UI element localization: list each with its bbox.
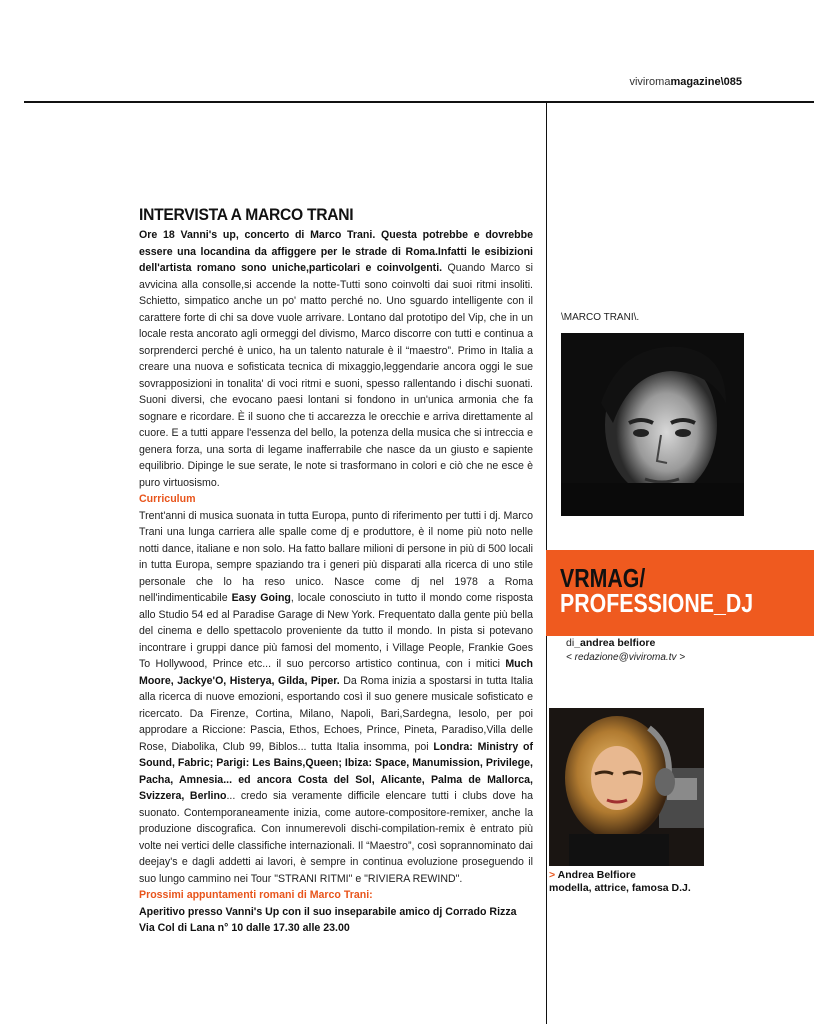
caption-name: Andrea Belfiore	[555, 869, 636, 881]
cv-text-1: Trent'anni di musica suonata in tutta Europa, punto di riferimento per tutti i dj. Marco Trani una lunga carriera alle spalle come dj e produttore, è il nome più noto nelle notti dance, italiane e non solo. Ha fatto ballare milioni di persone in più di 500 locali in tutta Europa, sempre spaziando tra i generi più disparati alla ricerca di uno stile personale che lo ha reso unico. Nasce come dj nel 1978 a Roma nell'indimenticabile	[139, 509, 533, 604]
closing-line-1: Aperitivo presso Vanni's Up con il suo inseparabile amico dj Corrado Rizza	[139, 905, 517, 918]
credit-prefix: di	[566, 637, 575, 649]
cv-bold-2: Much Moore, Jackye'O, Histerya, Gilda, Piper.	[139, 658, 533, 687]
banner-line-1: VRMAG/	[560, 563, 646, 593]
credit-name: _andrea belfiore	[574, 637, 656, 649]
cv-text-3: Da Roma inizia a spostarsi in tutta Italia alla ricerca di nuove emozioni, esportando così il suo genere musicale sofisticato e ricercato. Da Firenze, Cortina, Milano, Napoli, Bari,Sardegna, Iesolo, per poi approdare a Riccione: Pascia, Ethos, Echoes, Prince, Pineta, Paradiso,Villa delle Rose, Diabolika, Club 99, Biblos... tutta Italia insomma, poi	[139, 674, 534, 753]
page-number: \085	[720, 76, 742, 88]
cv-text-4: ... credo sia veramente difficile elencare tutti i clubs dove ha suonato. Contemporaneamente inizia, come autore-compositore-remixer, anche la produzione discografica. Con innumerevoli dischi-compilation-remix è entrato più volte nei vertici delle classifiche internazionali. Il “Maestro”, così soprannominato dai deejay's e dagli addetti ai lavori, è sempre in continua evoluzione proseguendo il suo lungo cammino nei Tour "STRANI RITMI" e "RIVIERA REWIND".	[139, 790, 533, 885]
header-rule	[24, 101, 814, 103]
lead-bold: Ore 18 Vanni's up, concerto di Marco Trani. Questa potrebbe e dovrebbe essere una locandina da affiggere per le strade di Roma.Infatti le esibizioni dell'artista romano sono uniche,particolari e coinvolgenti.	[139, 229, 533, 274]
banner-line-2: PROFESSIONE_DJ	[560, 588, 754, 618]
photo-caption: \MARCO TRANI\.	[561, 312, 640, 323]
marco-trani-photo	[561, 333, 744, 516]
credit-email: < redazione@viviroma.tv >	[566, 652, 686, 663]
caption-description: modella, attrice, famosa D.J.	[549, 882, 691, 894]
cv-bold-3: Londra: Ministry of Sound, Fabric; Parigi: Les Bains,Queen; Ibiza: Space, Manumission, Privilege, Pacha, Amnesia... ed ancora Costa del Sol, Alicante, Palma de Mallorca, Svizzera, Berlino	[139, 740, 533, 802]
lead-rest: Quando Marco si avvicina alla consolle,si accende la notte-Tutti sono coinvolti dai suoi ritmi insoliti. Schietto, simpatico anche un po' matto perché no. Uno sguardo intelligente con il carattere forte di chi sa dove vuole arrivare. Lontano dal prototipo del Vip, che in un locale resta ancorato agli ormeggi del divismo, Marco discorre con tutti e continua a sorprenderci perché è unico, ha un talento naturale è il “maestro”. Primo in Italia a creare una nuova e sofisticata tecnica di mixaggio,leggendarie ancora oggi le sue sovrapposizioni in tonalita' di voci ritmi e suoni, spesso rallentando i dischi suonati. Suoni diversi, che evocano paesi lontani si fondono in un'unica armonia che fa sognare e ricordare. È il suono che ti accarezza le orecchie e arriva direttamente al cuore. E a tutti appare l'essenza del bello, la potenza della musica che si intreccia e genera forza, una sorta di legame inafferrabile che nasce da un giusto e sapiente equilibrio. Dipinge le sue serate, le note si trasformano in colori e ciò che ne esce è puro virtuosismo.	[139, 262, 533, 489]
andrea-belfiore-photo	[549, 708, 704, 866]
article-title: INTERVISTA A MARCO TRANI	[139, 205, 354, 224]
article	[139, 205, 533, 937]
author-credit	[566, 636, 685, 665]
article-intro	[139, 227, 533, 491]
curriculum-heading: Curriculum	[139, 493, 196, 505]
closing-line-2: Via Col di Lana n° 10 dalle 17.30 alle 23.00	[139, 922, 350, 934]
section-banner	[546, 550, 814, 636]
cv-bold-1: Easy Going	[231, 592, 291, 604]
page-header	[629, 76, 742, 88]
cv-text-2: , locale conosciuto in tutto il mondo come risposta allo Studio 54 ed al Paradise Garage di New York. Frequentato dalla gente più bella del cinema e dello spettacolo proveniente da tutto il mondo. In pista si potevano incontrare i gruppi dance più famosi del momento, i Village People, Frankie Goes To Hollywood, Prince etc... il suo percorso artistico continua, con i mitici	[139, 592, 533, 670]
banner-title	[560, 563, 754, 618]
photo-caption-andrea	[549, 869, 691, 895]
curriculum-text	[139, 508, 533, 888]
brand-prefix: viviroma	[629, 76, 671, 88]
caption-arrow: >	[549, 869, 556, 881]
appointments-heading: Prossimi appuntamenti romani di Marco Trani:	[139, 889, 373, 901]
brand-bold: magazine	[670, 76, 721, 88]
